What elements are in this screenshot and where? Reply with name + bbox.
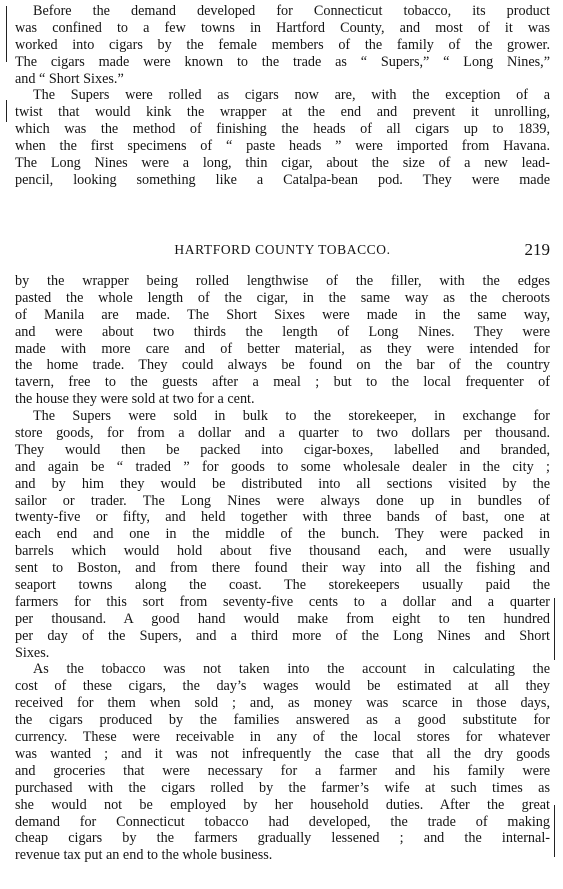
text-line: currency. These were receivable in any of the local stores for whatever (15, 729, 550, 746)
text-line: was confined to a few towns in Hartford County, and most of it was (15, 19, 550, 36)
body-text-block (15, 273, 550, 864)
text-line: Before the demand developed for Connecticut tobacco, its product (33, 3, 550, 19)
text-line: The cigars made were known to the trade as “ Supers,” “ Long Nines,” (15, 53, 550, 70)
text-line: purchased with the cigars rolled by the farmer’s wife at such times as (15, 779, 550, 796)
text-line: per day of the Supers, and a third more of the Long Nines and Short (15, 627, 550, 644)
margin-mark-right-bottom (554, 805, 555, 857)
text-line: the house they were sold at two for a cent. (15, 391, 255, 408)
paragraph (15, 661, 550, 864)
text-line: the cigars produced by the families answered as a good substitute for (15, 712, 550, 729)
page-header (15, 240, 550, 260)
text-line: cost of these cigars, the day’s wages would be estimated at all they (15, 678, 550, 695)
top-text-block (15, 3, 550, 189)
text-line: and by him they would be distributed into all sections visited by the (15, 475, 550, 492)
text-line: As the tobacco was not taken into the account in calculating the (33, 661, 550, 678)
text-line: The Supers were sold in bulk to the storekeeper, in exchange for (33, 408, 550, 425)
text-line: the home trade. They could always be found on the bar of the country (15, 357, 550, 374)
text-line: per thousand. A good hand would make from eight to ten hundred (15, 610, 550, 627)
text-line: twist that would kink the wrapper at the end and prevent it unrolling, (15, 104, 550, 121)
text-line: sent to Boston, and from there found their way into all the fishing and (15, 560, 550, 577)
text-line: The Supers were rolled as cigars now are, with the exception of a (33, 87, 550, 104)
text-line: and were about two thirds the length of Long Nines. They were (15, 323, 550, 340)
text-line: Sixes. (15, 644, 50, 661)
paragraph (15, 273, 550, 408)
paragraph (15, 408, 550, 661)
text-line: by the wrapper being rolled lengthwise of the filler, with the edges (15, 273, 550, 289)
margin-mark-left-top (6, 6, 7, 62)
text-line: store goods, for from a dollar and a quarter to two dollars per thousand. (15, 425, 550, 442)
text-line: farmers for this sort from seventy-five cents to a dollar and a quarter (15, 593, 550, 610)
text-line: when the first specimens of “ paste heads ” were imported from Havana. (15, 138, 550, 155)
paragraph (15, 3, 550, 87)
text-line: made with more care and of better material, as they were intended for (15, 340, 550, 357)
text-line: and “ Short Sixes.” (15, 70, 124, 87)
text-line: of Manila are made. The Short Sixes were made in the same way, (15, 306, 550, 323)
running-head: HARTFORD COUNTY TOBACCO. (174, 242, 391, 257)
paragraph (15, 87, 550, 188)
text-line: and groceries that were necessary for a farmer and his family were (15, 762, 550, 779)
margin-mark-left-mid (6, 100, 7, 122)
margin-mark-right-mid (554, 598, 555, 660)
text-line: They would then be packed into cigar-boxes, labelled and branded, (15, 441, 550, 458)
text-line: tavern, free to the guests after a meal ; but to the local frequenter of (15, 374, 550, 391)
text-line: which was the method of finishing the heads of all cigars up to 1839, (15, 121, 550, 138)
text-line: each end and one in the middle of the bunch. They were packed in (15, 526, 550, 543)
text-line: received for them when sold ; and, as money was scarce in those days, (15, 695, 550, 712)
text-line: worked into cigars by the female members of the family of the grower. (15, 36, 550, 53)
text-line: twenty-five or fifty, and held together with three bands of bast, one at (15, 509, 550, 526)
text-line: she would not be employed by her household duties. After the great (15, 796, 550, 813)
text-line: seaport towns along the coast. The storekeepers usually paid the (15, 577, 550, 594)
page-number: 219 (524, 240, 550, 259)
text-line: pasted the whole length of the cigar, in the same way as the cheroots (15, 289, 550, 306)
text-line: cheap cigars by the farmers gradually lessened ; and the internal- (15, 830, 550, 847)
text-line: revenue tax put an end to the whole business. (15, 847, 273, 864)
text-line: The Long Nines were a long, thin cigar, about the size of a new lead- (15, 155, 550, 172)
text-line: was wanted ; and it was not infrequently the case that all the dry goods (15, 745, 550, 762)
text-line: sailor or trader. The Long Nines were always done up in bundles of (15, 492, 550, 509)
text-line: demand for Connecticut tobacco had developed, the trade of making (15, 813, 550, 830)
text-line: pencil, looking something like a Catalpa-bean pod. They were made (15, 171, 550, 188)
text-line: barrels which would hold about five thousand each, and were usually (15, 543, 550, 560)
text-line: and again be “ traded ” for goods to some wholesale dealer in the city ; (15, 458, 550, 475)
